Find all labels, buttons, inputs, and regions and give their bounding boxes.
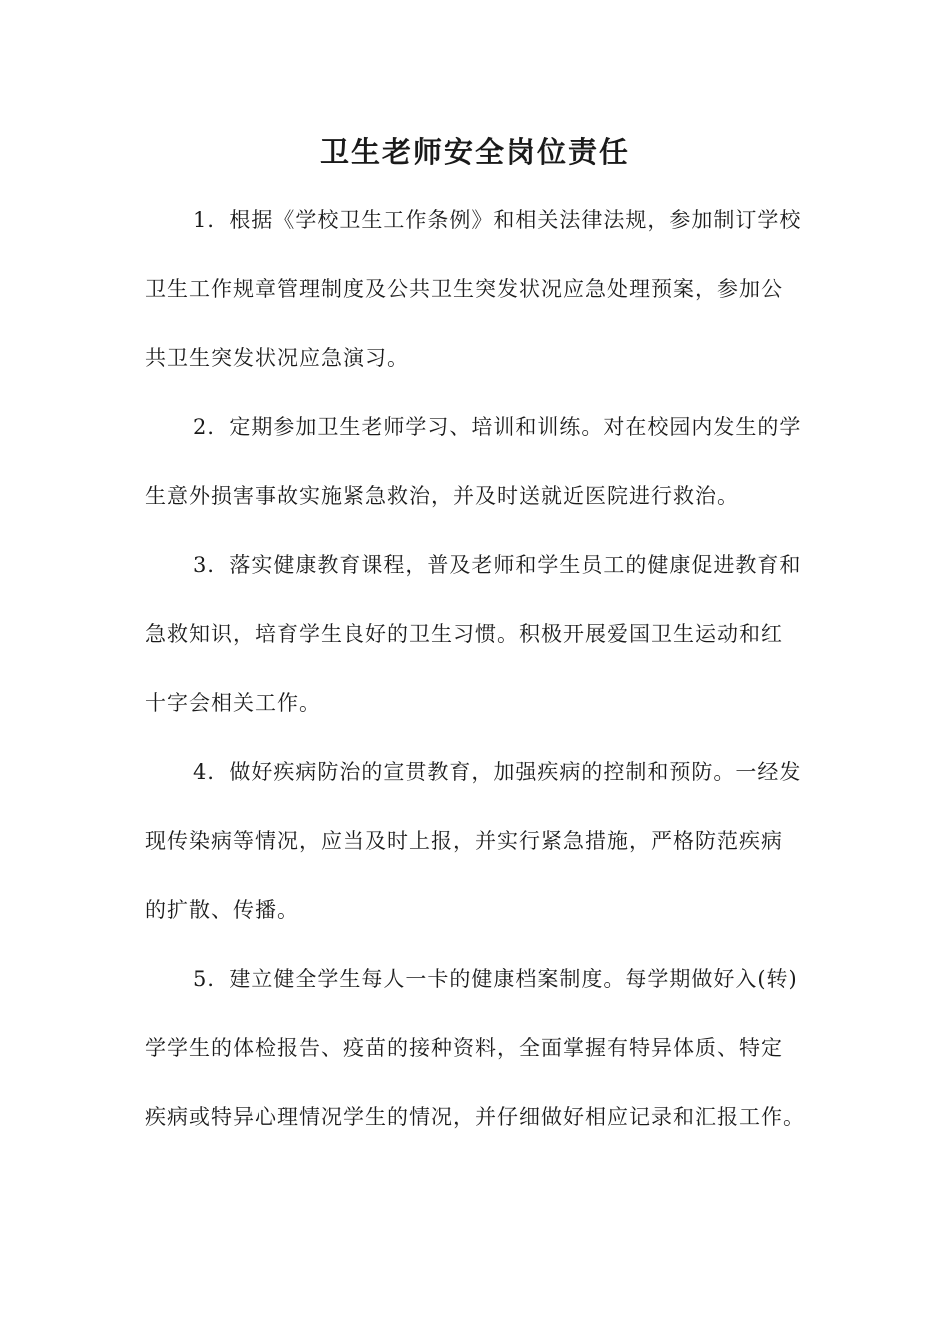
paragraph-line: 急救知识，培育学生良好的卫生习惯。积极开展爱国卫生运动和红 [145, 622, 783, 646]
paragraph-line: 4．做好疾病防治的宣贯教育，加强疾病的控制和预防。一经发 [193, 760, 802, 784]
paragraph-line: 现传染病等情况，应当及时上报，并实行紧急措施，严格防范疾病 [145, 829, 783, 853]
paragraph-line: 1．根据《学校卫生工作条例》和相关法律法规，参加制订学校 [193, 208, 802, 232]
paragraph-line: 学学生的体检报告、疫苗的接种资料，全面掌握有特异体质、特定 [145, 1036, 783, 1060]
paragraph-line: 2．定期参加卫生老师学习、培训和训练。对在校园内发生的学 [193, 415, 802, 439]
paragraph-3 [145, 541, 835, 727]
paragraph-line: 生意外损害事故实施紧急救治，并及时送就近医院进行救治。 [145, 484, 739, 508]
paragraph-line: 的扩散、传播。 [145, 898, 299, 922]
paragraph-line: 3．落实健康教育课程，普及老师和学生员工的健康促进教育和 [193, 553, 802, 577]
paragraph-4 [145, 748, 835, 934]
paragraph-line: 十字会相关工作。 [145, 691, 321, 715]
paragraph-1 [145, 196, 835, 382]
paragraph-2 [145, 403, 835, 520]
paragraph-line: 5．建立健全学生每人一卡的健康档案制度。每学期做好入(转) [193, 967, 798, 991]
paragraph-5 [145, 955, 835, 1141]
document-body [145, 196, 835, 1162]
paragraph-line: 卫生工作规章管理制度及公共卫生突发状况应急处理预案，参加公 [145, 277, 783, 301]
paragraph-line: 疾病或特异心理情况学生的情况，并仔细做好相应记录和汇报工作。 [145, 1105, 805, 1129]
document-title: 卫生老师安全岗位责任 [319, 135, 630, 169]
paragraph-line: 共卫生突发状况应急演习。 [145, 346, 409, 370]
